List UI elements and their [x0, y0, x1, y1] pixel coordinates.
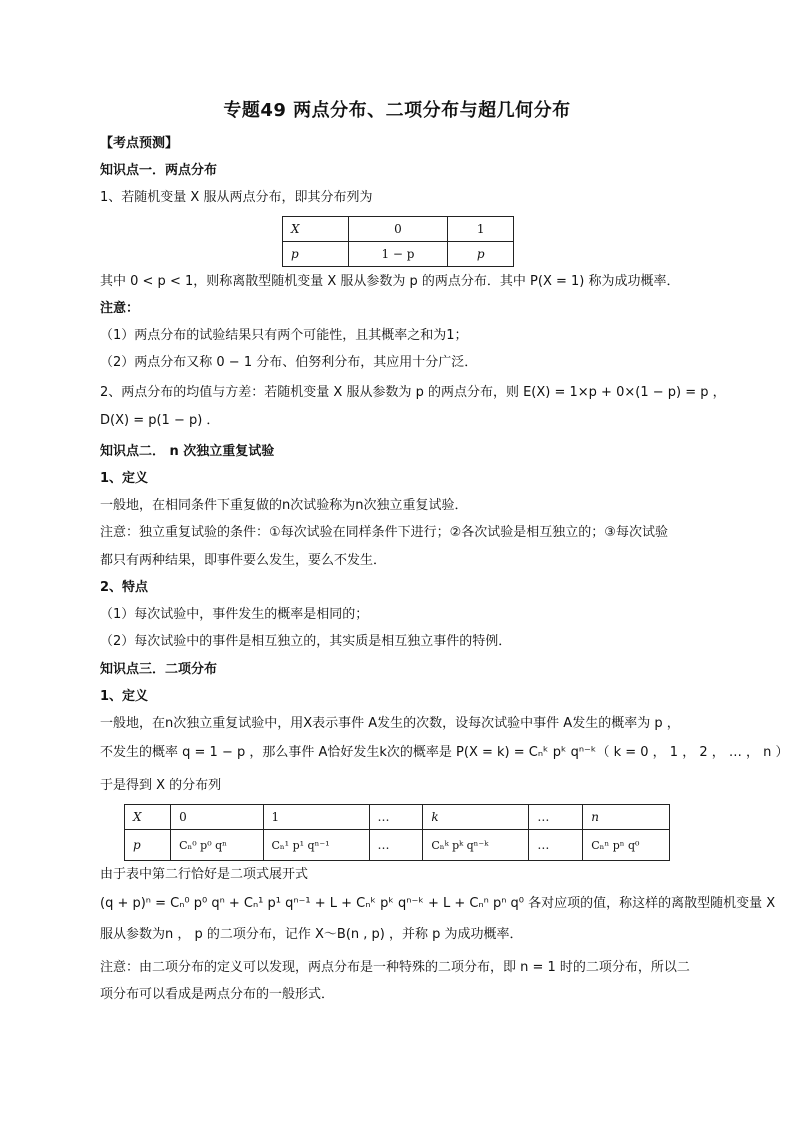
table-cell: Cₙ¹ p¹ qⁿ⁻¹ — [263, 830, 369, 861]
paragraph-binomial-note-cont: 项分布可以看成是两点分布的一般形式． — [100, 987, 335, 1002]
table-cell: X — [125, 805, 171, 830]
table-cell: … — [369, 830, 423, 861]
paragraph-distribution-intro: 于是得到 X 的分布列 — [100, 778, 222, 793]
table-row — [283, 242, 514, 267]
table-cell: 1 — [263, 805, 369, 830]
paragraph-binomial-definition: 一般地，在n次独立重复试验中，用X表示事件 A发生的次数，设每次试验中事件 A发生的概率为 p ， — [100, 716, 680, 731]
note-item-1: （1）两点分布的试验结果只有两个可能性，且其概率之和为1； — [100, 328, 468, 343]
feature-item-2: （2）每次试验中的事件是相互独立的，其实质是相互独立事件的特例． — [100, 634, 512, 649]
table-row — [283, 217, 514, 242]
paragraph-binomial-expansion: (q + p)ⁿ = Cₙ⁰ p⁰ qⁿ + Cₙ¹ p¹ qⁿ⁻¹ + L + Cₙᵏ pᵏ qⁿ⁻ᵏ + L + Cₙⁿ pⁿ q⁰ 各对应项的值，称这样的离散型随机变量 X — [100, 896, 776, 911]
table-cell: Cₙ⁰ p⁰ qⁿ — [171, 830, 263, 861]
section-header-predictions: 【考点预测】 — [100, 136, 179, 151]
table-row — [125, 830, 670, 861]
subheading-binomial-definition: 1、定义 — [100, 689, 149, 704]
paragraph-repeated-trials-note-cont: 都只有两种结果，即事件要么发生，要么不发生． — [100, 553, 387, 568]
paragraph-variance-formula: D(X) = p(1 − p) ． — [100, 413, 220, 428]
subheading-features: 2、特点 — [100, 580, 149, 595]
paragraph-two-point-definition: 其中 0 < p < 1，则称离散型随机变量 X 服从参数为 p 的两点分布．其中 P(X = 1) 称为成功概率． — [100, 274, 680, 289]
table-cell: k — [423, 805, 529, 830]
feature-item-1: （1）每次试验中，事件发生的概率是相同的； — [100, 607, 369, 622]
paragraph-mean-variance: 2、两点分布的均值与方差：若随机变量 X 服从参数为 p 的两点分布，则 E(X) = 1×p + 0×(1 − p) = p ， — [100, 385, 726, 400]
paragraph-binomial-probability: 不发生的概率 q = 1 − p ，那么事件 A恰好发生k次的概率是 P(X = k) = Cₙᵏ pᵏ qⁿ⁻ᵏ（ k = 0 ， 1 ， 2 ， … ， n ） — [100, 745, 789, 760]
table-cell: … — [369, 805, 423, 830]
table-cell: 0 — [348, 217, 448, 242]
paragraph-expansion-intro: 由于表中第二行恰好是二项式展开式 — [100, 867, 309, 882]
paragraph-repeated-trials-definition: 一般地，在相同条件下重复做的n次试验称为n次独立重复试验． — [100, 498, 468, 513]
heading-knowledge-point-1: 知识点一．两点分布 — [100, 163, 218, 178]
table-cell: … — [529, 830, 583, 861]
two-point-distribution-table — [282, 216, 514, 267]
table-cell: 0 — [171, 805, 263, 830]
paragraph-binomial-note: 注意：由二项分布的定义可以发现，两点分布是一种特殊的二项分布，即 n = 1 时的二项分布，所以二 — [100, 960, 690, 975]
table-cell: 1 — [448, 217, 514, 242]
table-cell: … — [529, 805, 583, 830]
table-cell: p — [448, 242, 514, 267]
page-title: 专题49 两点分布、二项分布与超几何分布 — [223, 100, 571, 121]
subheading-definition: 1、定义 — [100, 471, 149, 486]
binomial-distribution-table — [124, 804, 670, 861]
paragraph-repeated-trials-note: 注意：独立重复试验的条件：①每次试验在同样条件下进行；②各次试验是相互独立的；③每次试验 — [100, 525, 668, 540]
table-row — [125, 805, 670, 830]
table-cell: p — [283, 242, 349, 267]
paragraph-binomial-notation: 服从参数为n ， p 的二项分布，记作 X～B(n , p) ，并称 p 为成功概率． — [100, 927, 523, 942]
table-cell: 1 − p — [348, 242, 448, 267]
table-cell: p — [125, 830, 171, 861]
note-item-2: （2）两点分布又称 0 − 1 分布、伯努利分布，其应用十分广泛． — [100, 355, 478, 370]
note-label: 注意： — [100, 301, 140, 316]
paragraph-two-point-intro: 1、若随机变量 X 服从两点分布，即其分布列为 — [100, 190, 373, 205]
table-cell: X — [283, 217, 349, 242]
table-cell: Cₙᵏ pᵏ qⁿ⁻ᵏ — [423, 830, 529, 861]
heading-knowledge-point-2: 知识点二． n 次独立重复试验 — [100, 444, 275, 459]
heading-knowledge-point-3: 知识点三．二项分布 — [100, 662, 218, 677]
table-cell: Cₙⁿ pⁿ q⁰ — [583, 830, 670, 861]
table-cell: n — [583, 805, 670, 830]
